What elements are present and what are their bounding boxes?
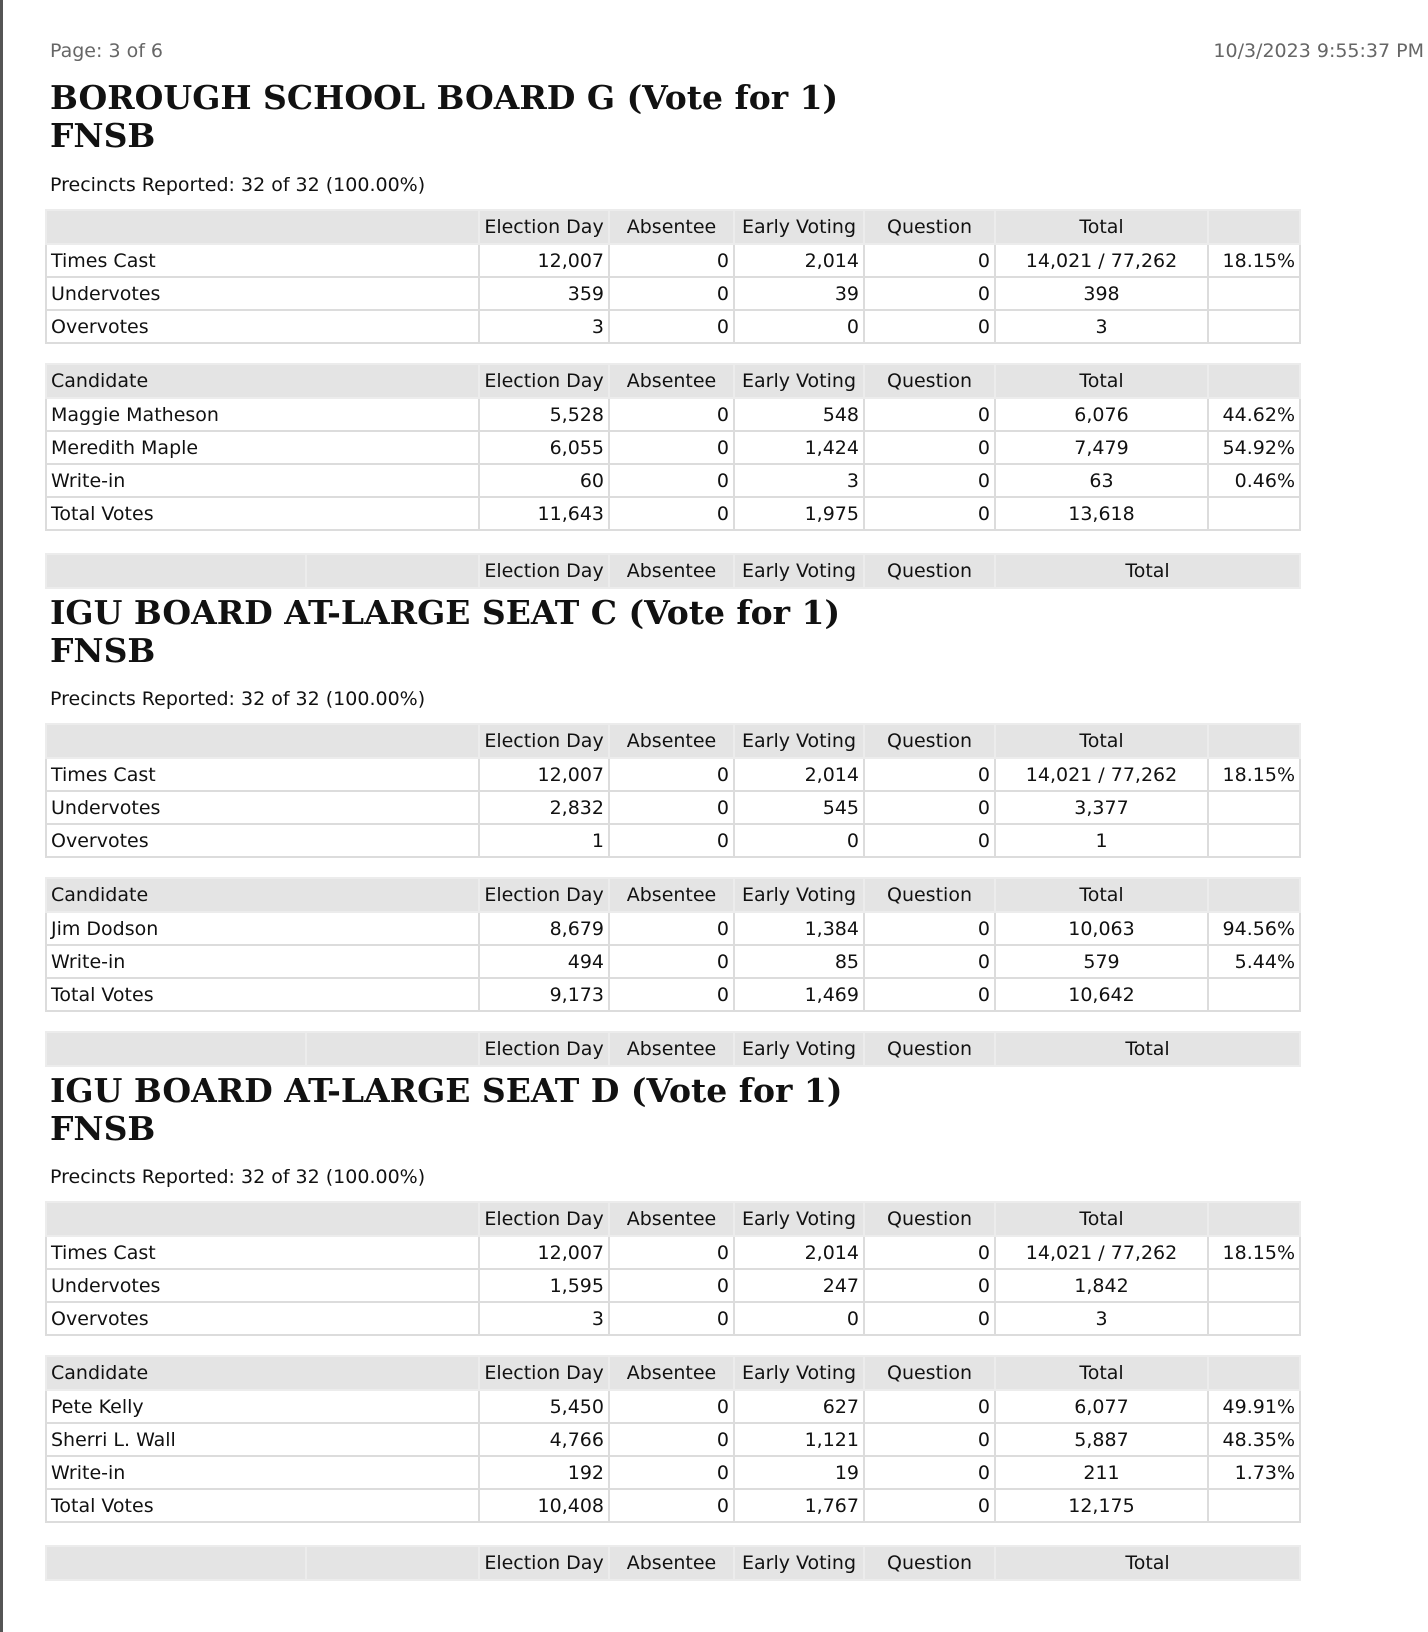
table-row: Sherri L. Wall 4,766 0 1,121 0 5,887 48.35%: [46, 1423, 1300, 1456]
table-row: Total Votes 10,408 0 1,767 0 12,175: [46, 1489, 1300, 1522]
table-header-row: Election Day Absentee Early Voting Question Total: [46, 1202, 1300, 1236]
times-cast-table: [45, 723, 1301, 858]
table-row: Write-in 60 0 3 0 63 0.46%: [46, 464, 1300, 497]
table-row: Write-in 192 0 19 0 211 1.73%: [46, 1456, 1300, 1489]
table-header-row: Candidate Election Day Absentee Early Voting Question Total: [46, 364, 1300, 398]
table-row: Maggie Matheson 5,528 0 548 0 6,076 44.62%: [46, 398, 1300, 431]
table-row: Overvotes 3 0 0 0 3: [46, 310, 1300, 343]
table-row: Total Votes 11,643 0 1,975 0 13,618: [46, 497, 1300, 530]
candidate-table: [45, 363, 1301, 531]
contest-title: [50, 1072, 842, 1148]
contest-title-line: BOROUGH SCHOOL BOARD G (Vote for 1): [50, 78, 839, 117]
table-header-row: Election Day Absentee Early Voting Question Total: [46, 210, 1300, 244]
page-number: Page: 3 of 6: [50, 40, 164, 62]
times-cast-table: [45, 1201, 1301, 1336]
contest-jurisdiction: FNSB: [50, 1109, 156, 1148]
contest-title-line: IGU BOARD AT-LARGE SEAT D (Vote for 1): [50, 1071, 843, 1110]
precincts-reported: Precincts Reported: 32 of 32 (100.00%): [50, 688, 426, 710]
precincts-reported: Precincts Reported: 32 of 32 (100.00%): [50, 1166, 426, 1188]
times-cast-table: [45, 209, 1301, 344]
table-row: Times Cast 12,007 0 2,014 0 14,021 / 77,262 18.15%: [46, 244, 1300, 277]
table-row: Overvotes 3 0 0 0 3: [46, 1302, 1300, 1335]
table-row: Times Cast 12,007 0 2,014 0 14,021 / 77,262 18.15%: [46, 758, 1300, 791]
table-header-row: Candidate Election Day Absentee Early Voting Question Total: [46, 1356, 1300, 1390]
candidate-table: [45, 1355, 1301, 1523]
table-row: Meredith Maple 6,055 0 1,424 0 7,479 54.92%: [46, 431, 1300, 464]
contest-title: [50, 594, 840, 670]
candidate-table: [45, 877, 1301, 1012]
table-row: Undervotes 1,595 0 247 0 1,842: [46, 1269, 1300, 1302]
table-row: Write-in 494 0 85 0 579 5.44%: [46, 945, 1300, 978]
column-footer: Election Day Absentee Early Voting Question Total: [45, 1545, 1301, 1581]
precincts-reported: Precincts Reported: 32 of 32 (100.00%): [50, 174, 426, 196]
table-row: Undervotes 359 0 39 0 398: [46, 277, 1300, 310]
contest-jurisdiction: FNSB: [50, 116, 156, 155]
contest-title-line: IGU BOARD AT-LARGE SEAT C (Vote for 1): [50, 593, 841, 632]
page-left-border: [0, 0, 3, 1632]
contest-jurisdiction: FNSB: [50, 631, 156, 670]
column-footer: Election Day Absentee Early Voting Question Total: [45, 553, 1301, 589]
column-footer: Election Day Absentee Early Voting Question Total: [45, 1031, 1301, 1067]
table-row: Total Votes 9,173 0 1,469 0 10,642: [46, 978, 1300, 1011]
report-timestamp: 10/3/2023 9:55:37 PM: [1213, 40, 1424, 62]
table-row: Times Cast 12,007 0 2,014 0 14,021 / 77,262 18.15%: [46, 1236, 1300, 1269]
table-row: Overvotes 1 0 0 0 1: [46, 824, 1300, 857]
table-header-row: Election Day Absentee Early Voting Question Total: [46, 724, 1300, 758]
contest-title: [50, 79, 838, 155]
table-row: Undervotes 2,832 0 545 0 3,377: [46, 791, 1300, 824]
table-row: Pete Kelly 5,450 0 627 0 6,077 49.91%: [46, 1390, 1300, 1423]
table-row: Jim Dodson 8,679 0 1,384 0 10,063 94.56%: [46, 912, 1300, 945]
table-header-row: Candidate Election Day Absentee Early Voting Question Total: [46, 878, 1300, 912]
